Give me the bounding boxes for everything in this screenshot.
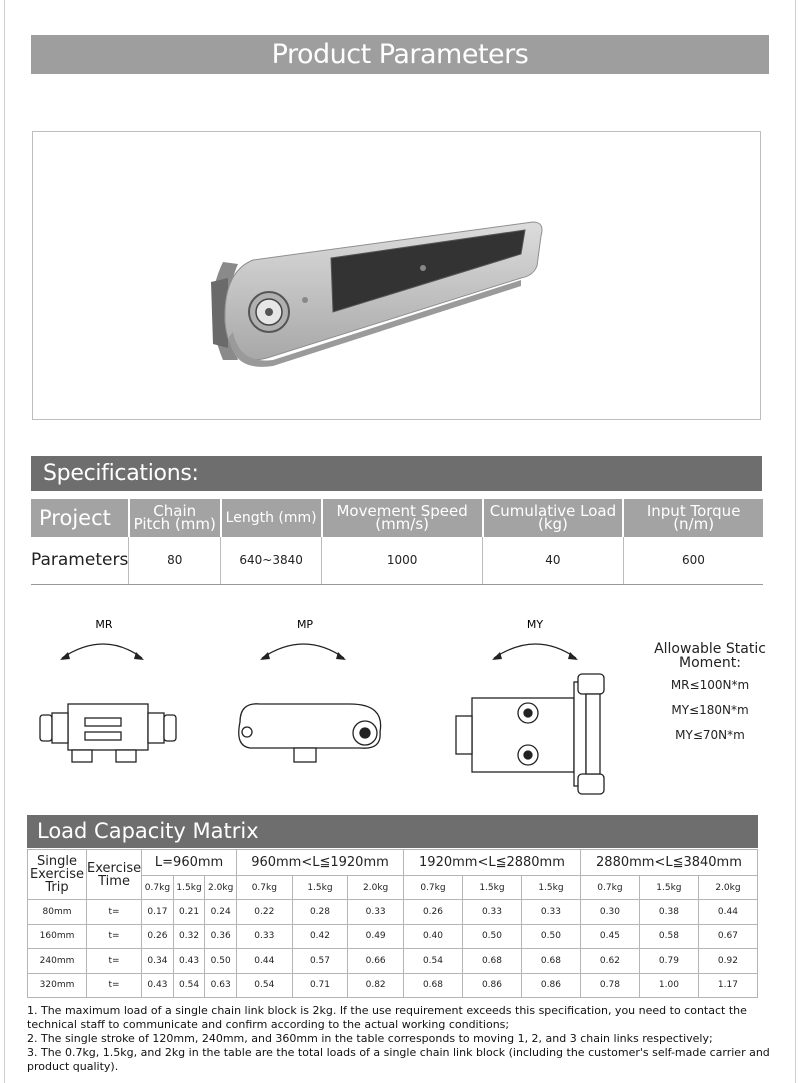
chain-module-illustration	[33, 132, 762, 421]
load-value-cell: 0.43	[142, 973, 174, 998]
spec-header-row	[31, 499, 763, 537]
note-3: 3. The 0.7kg, 1.5kg, and 2kg in the table are the total loads of a single chain link block (including the customer's self-made carrier and product quality).	[27, 1046, 770, 1073]
load-subhead: 1.5kg	[462, 876, 521, 900]
product-image	[32, 131, 761, 420]
load-matrix-header: Load Capacity Matrix	[27, 815, 758, 848]
load-value-cell: 0.26	[142, 924, 174, 949]
load-subhead: 1.5kg	[639, 876, 698, 900]
load-value-cell: 0.50	[462, 924, 521, 949]
moment-my-1: MY≤180N*m	[671, 703, 749, 717]
spec-row-label: Parameters	[31, 537, 129, 584]
load-time-cell: t=	[87, 973, 142, 998]
mr-arrow	[62, 644, 142, 658]
page-border-right	[795, 0, 796, 1083]
load-value-cell: 0.71	[292, 973, 348, 998]
load-value-cell: 0.33	[348, 900, 404, 925]
load-value-cell: 0.49	[348, 924, 404, 949]
load-value-cell: 0.21	[173, 900, 205, 925]
load-subhead: 2.0kg	[348, 876, 404, 900]
load-value-cell: 1.17	[698, 973, 757, 998]
my-part-drawing	[456, 674, 604, 794]
load-value-cell: 0.44	[236, 949, 292, 974]
specifications-header: Specifications:	[31, 456, 762, 491]
notes	[27, 1004, 772, 1074]
spec-speed-value: 1000	[322, 537, 483, 584]
spec-chain-pitch-value: 80	[129, 537, 221, 584]
load-subhead: 0.7kg	[580, 876, 639, 900]
mp-part-drawing	[239, 704, 381, 762]
load-value-cell: 0.82	[348, 973, 404, 998]
load-value-cell: 0.54	[173, 973, 205, 998]
load-value-cell: 0.28	[292, 900, 348, 925]
load-trip-cell: 80mm	[28, 900, 87, 925]
spec-col-cumulative-load: Cumulative Load (kg)	[483, 499, 624, 537]
load-body	[28, 900, 758, 998]
load-value-cell: 0.32	[173, 924, 205, 949]
spec-torque-value: 600	[623, 537, 763, 584]
load-value-cell: 0.66	[348, 949, 404, 974]
load-value-cell: 0.17	[142, 900, 174, 925]
moment-mr: MR≤100N*m	[670, 678, 750, 692]
load-subhead: 1.5kg	[173, 876, 205, 900]
load-subhead: 2.0kg	[205, 876, 237, 900]
load-value-cell: 0.86	[521, 973, 580, 998]
load-trip-cell: 320mm	[28, 973, 87, 998]
spec-length-value: 640~3840	[221, 537, 322, 584]
load-group-2: 960mm<L≦1920mm	[236, 850, 403, 876]
load-col-trip: Single Exercise Trip	[28, 850, 87, 900]
mr-part-drawing	[40, 704, 176, 762]
load-value-cell: 0.63	[205, 973, 237, 998]
load-value-cell: 0.68	[521, 949, 580, 974]
spec-col-length: Length (mm)	[221, 499, 322, 537]
load-value-cell: 0.38	[639, 900, 698, 925]
load-value-cell: 0.62	[580, 949, 639, 974]
load-value-cell: 0.22	[236, 900, 292, 925]
load-col-time: Exercise Time	[87, 850, 142, 900]
load-value-cell: 0.57	[292, 949, 348, 974]
load-value-cell: 0.54	[403, 949, 462, 974]
load-row	[28, 900, 758, 925]
spec-col-chain-pitch: Chain Pitch (mm)	[129, 499, 221, 537]
load-time-cell: t=	[87, 924, 142, 949]
load-value-cell: 0.54	[236, 973, 292, 998]
load-row	[28, 924, 758, 949]
load-group-4: 2880mm<L≦3840mm	[580, 850, 757, 876]
load-trip-cell: 160mm	[28, 924, 87, 949]
load-subhead: 0.7kg	[236, 876, 292, 900]
load-group-3: 1920mm<L≦2880mm	[403, 850, 580, 876]
load-value-cell: 0.42	[292, 924, 348, 949]
load-subhead: 0.7kg	[142, 876, 174, 900]
load-value-cell: 0.43	[173, 949, 205, 974]
load-value-cell: 0.67	[698, 924, 757, 949]
spec-col-movement-speed: Movement Speed (mm/s)	[322, 499, 483, 537]
load-value-cell: 0.92	[698, 949, 757, 974]
load-time-cell: t=	[87, 949, 142, 974]
load-value-cell: 0.33	[462, 900, 521, 925]
load-subhead: 1.5kg	[521, 876, 580, 900]
my-arrow	[494, 644, 576, 658]
load-value-cell: 1.00	[639, 973, 698, 998]
specifications-table	[31, 499, 763, 585]
spec-values-row	[31, 537, 763, 584]
load-value-cell: 0.30	[580, 900, 639, 925]
load-value-cell: 0.68	[462, 949, 521, 974]
load-value-cell: 0.78	[580, 973, 639, 998]
spec-col-project: Project	[31, 499, 129, 537]
load-group-row	[28, 850, 758, 876]
load-value-cell: 0.40	[403, 924, 462, 949]
load-subhead: 1.5kg	[292, 876, 348, 900]
my-label: MY	[526, 618, 544, 631]
load-value-cell: 0.50	[205, 949, 237, 974]
load-value-cell: 0.86	[462, 973, 521, 998]
load-matrix-table	[27, 849, 758, 998]
mp-label: MP	[296, 618, 314, 631]
load-value-cell: 0.26	[403, 900, 462, 925]
page-border-left	[4, 0, 5, 1083]
load-subhead: 2.0kg	[698, 876, 757, 900]
spec-load-value: 40	[483, 537, 624, 584]
load-value-cell: 0.24	[205, 900, 237, 925]
load-row	[28, 973, 758, 998]
mr-label: MR	[95, 618, 113, 631]
load-value-cell: 0.45	[580, 924, 639, 949]
page-title: Product Parameters	[31, 35, 769, 74]
allowable-moment-title: Allowable Static Moment:	[654, 641, 766, 671]
load-value-cell: 0.33	[236, 924, 292, 949]
load-value-cell: 0.33	[521, 900, 580, 925]
load-trip-cell: 240mm	[28, 949, 87, 974]
moment-my-2: MY≤70N*m	[675, 728, 745, 742]
mp-arrow	[262, 644, 344, 658]
load-value-cell: 0.79	[639, 949, 698, 974]
load-time-cell: t=	[87, 900, 142, 925]
load-row	[28, 949, 758, 974]
note-1: 1. The maximum load of a single chain link block is 2kg. If the use requirement exceeds this specification, you need to contact the technical staff to communicate and confirm according to the actual working conditions;	[27, 1004, 747, 1031]
load-value-cell: 0.36	[205, 924, 237, 949]
moment-diagrams	[30, 612, 640, 802]
load-value-cell: 0.34	[142, 949, 174, 974]
load-subhead: 0.7kg	[403, 876, 462, 900]
note-2: 2. The single stroke of 120mm, 240mm, and 360mm in the table corresponds to moving 1, 2, and 3 chain links respectively;	[27, 1032, 713, 1045]
load-value-cell: 0.68	[403, 973, 462, 998]
spec-col-input-torque: Input Torque (n/m)	[623, 499, 763, 537]
load-value-cell: 0.58	[639, 924, 698, 949]
load-group-1: L=960mm	[142, 850, 237, 876]
load-value-cell: 0.50	[521, 924, 580, 949]
load-value-cell: 0.44	[698, 900, 757, 925]
